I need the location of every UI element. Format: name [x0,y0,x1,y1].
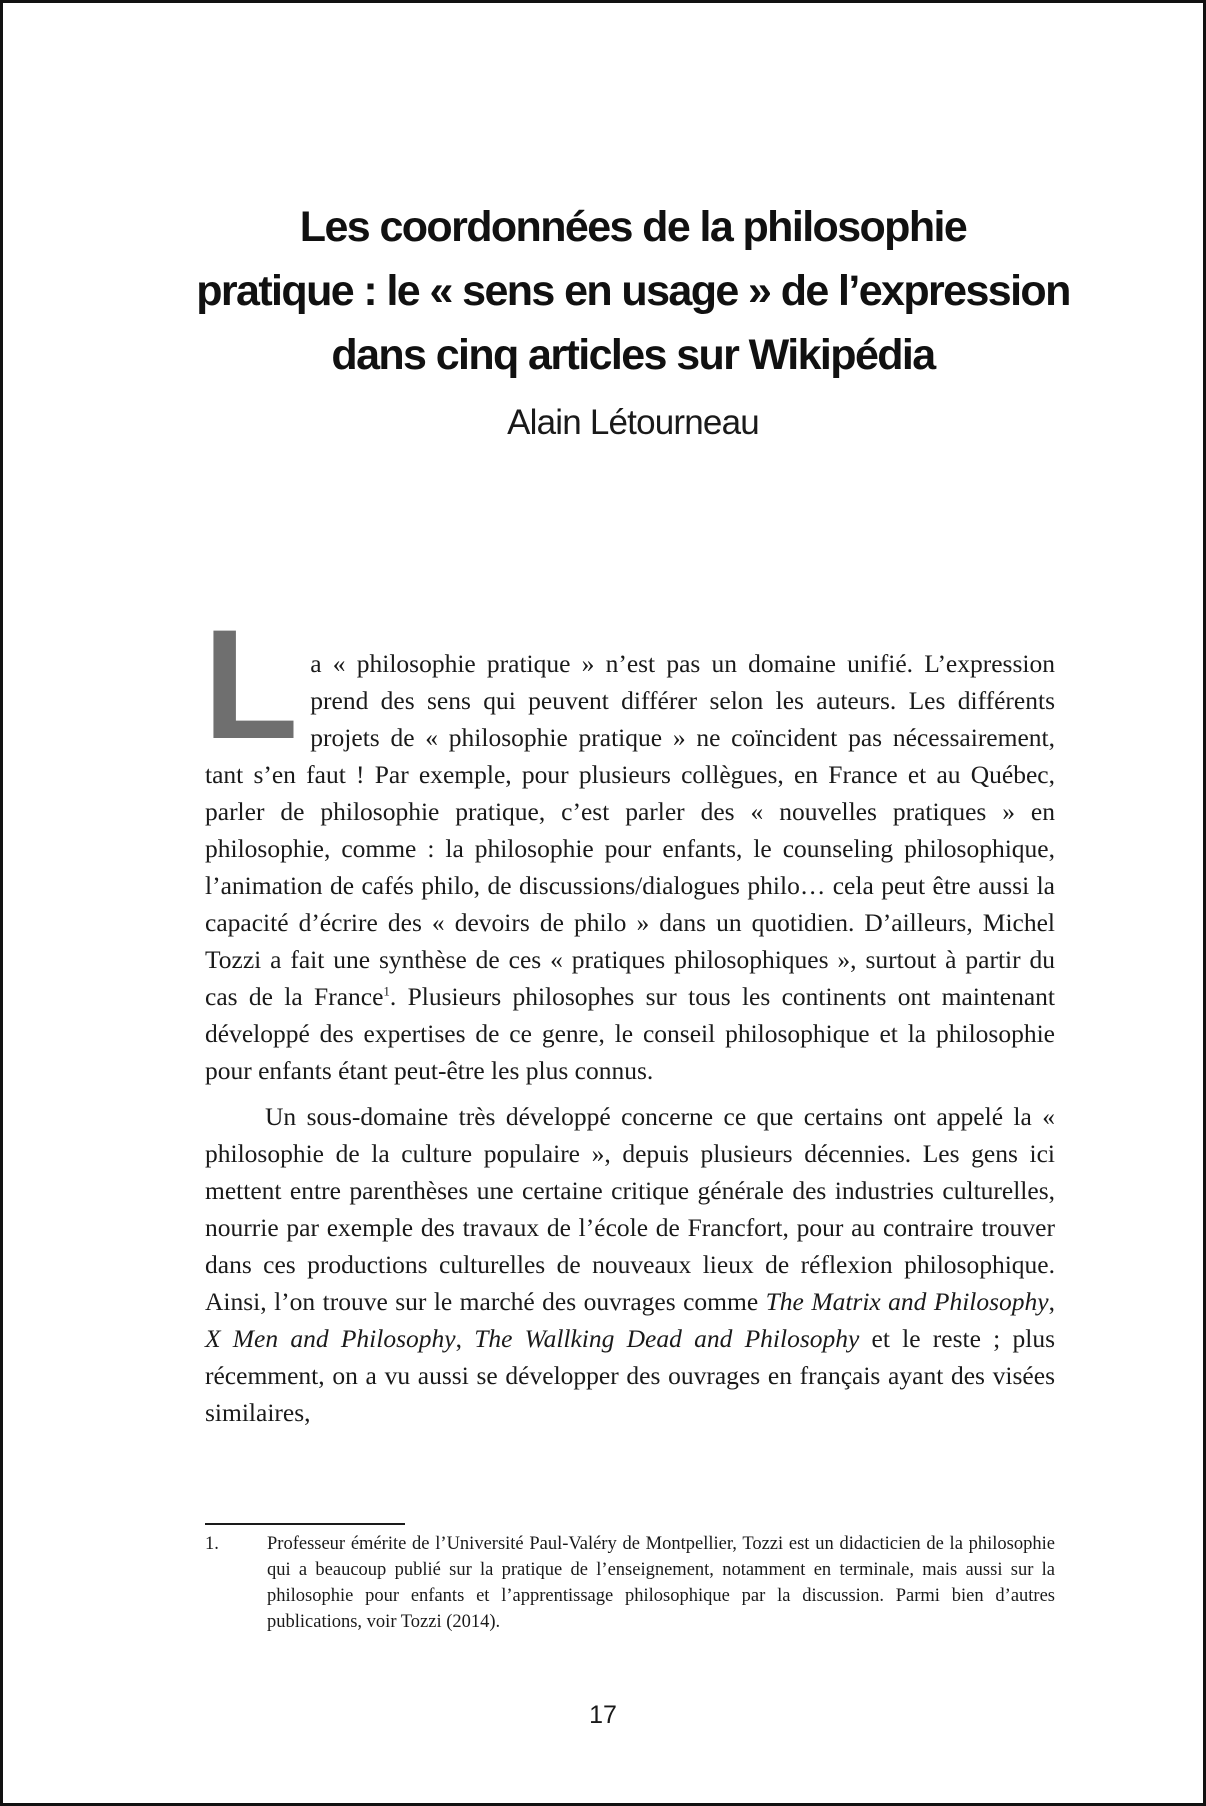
footnote-divider [205,1523,405,1525]
drop-cap: L [203,598,299,772]
author-name: Alain Létourneau [507,403,759,442]
book-title: X Men and Philosophy [205,1324,456,1353]
paragraph-text: , [455,1324,475,1353]
chapter-title-line: Les coordonnées de la philosophie [299,203,967,251]
paragraph-text: Un sous-domaine très développé concerne ce que certains ont appelé la « philosophie de la culture populaire », depuis plusieurs décennies. Les gens ici mettent entre parenthèses une certaine critique générale des industries culturelles, nourrie par exemple des travaux de l’école de Francfort, pour au contraire trouver dans ces productions culturelles de nouveaux lieux de réflexion philosophique. Ainsi, l’on trouve sur le marché des ouvrages comme [205,1102,1055,1316]
paragraph [205,1098,1055,1431]
book-title: The Wallking Dead and Philosophy [474,1324,860,1353]
chapter-title [153,195,1113,387]
paragraph-text: et le reste ; plus récemment, on a vu aussi se développer des ouvrages en français ayant des visées similaires, [205,1324,1056,1427]
chapter-title-line: dans cinq articles sur Wikipédia [331,331,935,379]
footnote-text: Professeur émérite de l’Université Paul-Valéry de Montpellier, Tozzi est un didacticien de la philosophie qui a beaucoup publié sur la pratique de l’enseignement, notamment en terminale, mais aussi sur la philosophie pour enfants et l’apprentissage philosophique par la discussion. Parmi bien d’autres publications, voir Tozzi (2014). [267,1534,1055,1632]
footnote [205,1531,1055,1635]
page-number: 17 [589,1701,617,1729]
book-title: The Matrix and Philosophy [765,1287,1049,1316]
paragraph [203,598,1055,1089]
paragraph-text: a « philosophie pratique » n’est pas un domaine unifié. L’expression prend des sens qui peuvent différer selon les auteurs. Les différents projets de « philosophie pratique » ne coïncident pas nécessairement, tant s’en faut ! Par exemple, pour plusieurs collègues, en France et au Québec, parler de philosophie pratique, c’est parler des « nouvelles pratiques » en philosophie, comme : la philosophie pour enfants, le counseling philosophique, l’animation de cafés philo, de discussions/dialogues philo… cela peut être aussi la capacité d’écrire des « devoirs de philo » dans un quotidien. D’ailleurs, Michel Tozzi a fait une synthèse de ces « pratiques philosophiques », surtout à partir du cas de la France [205,649,1055,1011]
paragraph-text: . Plusieurs philosophes sur tous les continents ont maintenant développé des expertises de ce genre, le conseil philosophique et la philosophie pour enfants étant peut-être les plus connus. [205,982,1055,1085]
footnote-reference[interactable]: 1 [383,983,390,999]
footnote-number: 1. [205,1534,219,1554]
body-text [203,598,1056,1431]
chapter-title-line: pratique : le « sens en usage » de l’expression [196,267,1070,315]
paragraph-text: , [1048,1287,1055,1316]
